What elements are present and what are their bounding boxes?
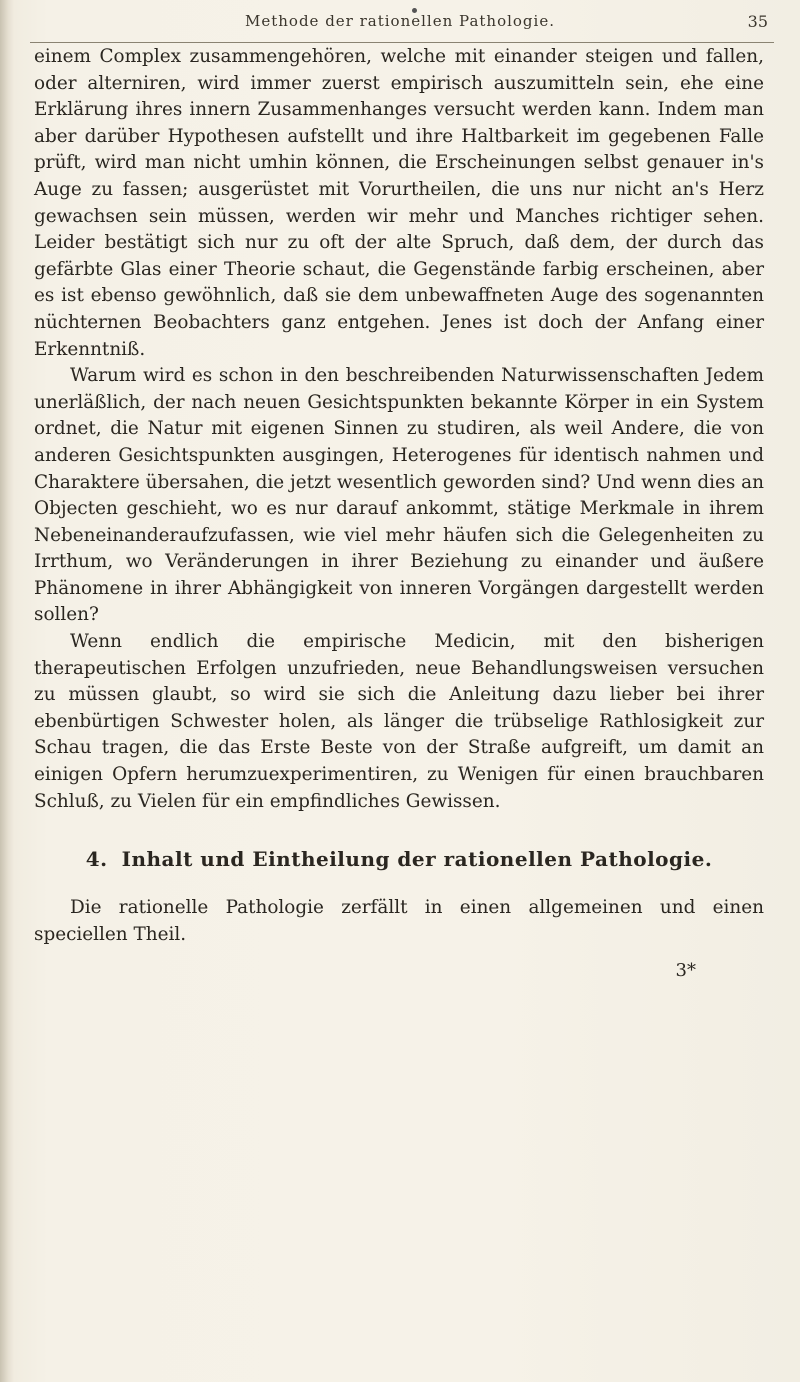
running-head: Methode der rationellen Pathologie.: [245, 12, 555, 30]
signature-mark: 3*: [675, 960, 696, 982]
header-rule: [30, 42, 774, 43]
paragraph: einem Complex zusammengehören, welche mit einander steigen und fallen, oder alterniren, wird immer zuerst empirisch auszumitteln sein, ehe eine Erklärung ihres innern Zusammenhanges versucht werden kann. Indem man aber darüber Hypothesen aufstellt und ihre Haltbarkeit im gegebenen Falle prüft, wird man nicht umhin können, die Erscheinungen selbst genauer in's Auge zu fassen; ausgerüstet mit Vorurtheilen, die uns nur nicht an's Herz gewachsen sein müssen, werden wir mehr und Manches richtiger sehen. Leider bestätigt sich nur zu oft der alte Spruch, daß dem, der durch das gefärbte Glas einer Theorie schaut, die Gegenstände farbig erscheinen, aber es ist ebenso gewöhnlich, daß sie dem unbewaffneten Auge des sogenannten nüchternen Beobachters ganz entgehen. Jenes ist doch der Anfang einer Erkenntniß.: [34, 46, 764, 360]
page-header: [32, 8, 768, 40]
section-heading: [34, 845, 764, 873]
paragraph: Wenn endlich die empirische Medicin, mit den bisherigen therapeutischen Erfolgen unzufrieden, neue Behandlungsweisen versuchen zu müssen glaubt, so wird sie sich die Anleitung dazu lieber bei ihrer ebenbürtigen Schwester holen, als länger die trübselige Rathlosigkeit zur Schau tragen, die das Erste Beste von der Straße aufgreift, um damit an einigen Opfern herumzuexperimentiren, zu Wenigen für einen brauchbaren Schluß, zu Vielen für ein empfindliches Gewissen.: [34, 631, 764, 812]
page-body: [34, 44, 764, 985]
paragraph: Die rationelle Pathologie zerfällt in einen allgemeinen und einen speciellen Theil.: [34, 897, 764, 945]
paragraph: Warum wird es schon in den beschreibenden Naturwissenschaften Jedem unerläßlich, der nach neuen Gesichtspunkten bekannte Körper in ein System ordnet, die Natur mit eigenen Sinnen zu studiren, als weil Andere, die von anderen Gesichtspunkten ausgingen, Heterogenes für identisch nahmen und Charaktere übersahen, die jetzt wesentlich geworden sind? Und wenn dies an Objecten geschieht, wo es nur darauf ankommt, stätige Merkmale in ihrem Nebeneinanderaufzufassen, wie viel mehr häufen sich die Gelegenheiten zu Irrthum, wo Veränderungen in ihrer Beziehung zu einander und äußere Phänomene in ihrer Abhängigkeit von inneren Vorgängen dargestellt werden sollen?: [34, 365, 764, 626]
page-spine-shadow: [0, 0, 14, 1382]
page-number: 35: [747, 12, 768, 31]
section-title: Inhalt und Eintheilung der rationellen Pathologie.: [121, 847, 713, 872]
section-number: 4.: [85, 847, 108, 872]
